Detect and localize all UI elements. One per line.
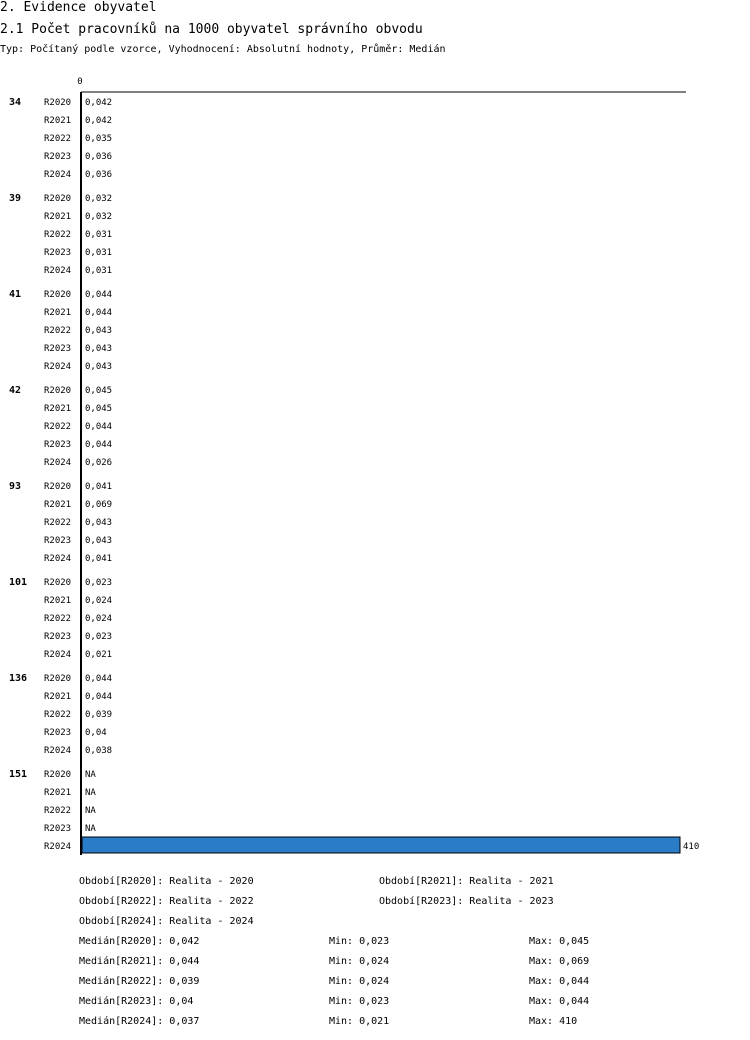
group-label: 101	[9, 577, 28, 588]
legend-period: Období[R2021]: Realita - 2021	[379, 876, 554, 887]
period-label: R2024	[44, 170, 72, 180]
value-label: 0,023	[85, 632, 113, 642]
period-label: R2020	[44, 98, 72, 108]
period-label: R2021	[44, 788, 72, 798]
value-label: 0,041	[85, 554, 113, 564]
period-label: R2022	[44, 422, 72, 432]
period-label: R2023	[44, 152, 72, 162]
value-label: 0,043	[85, 362, 113, 372]
value-label: 0,043	[85, 536, 113, 546]
value-label: 0,023	[85, 578, 113, 588]
legend-median: Medián[R2023]: 0,04	[79, 996, 194, 1007]
legend-min: Min: 0,023	[329, 936, 390, 947]
period-label: R2020	[44, 386, 72, 396]
value-label: 0,032	[85, 212, 113, 222]
value-label: 0,04	[85, 728, 107, 738]
value-label: 0,035	[85, 134, 113, 144]
value-label: 0,024	[85, 596, 113, 606]
period-label: R2024	[44, 458, 72, 468]
period-label: R2024	[44, 362, 72, 372]
section-heading: 2. Evidence obyvatel	[0, 0, 157, 15]
legend-max: Max: 0,044	[529, 976, 590, 987]
value-label: 0,036	[85, 152, 113, 162]
value-label: 0,069	[85, 500, 113, 510]
period-label: R2023	[44, 632, 72, 642]
legend-period: Období[R2022]: Realita - 2022	[79, 896, 254, 907]
value-label: 0,021	[85, 650, 113, 660]
value-label: 0,044	[85, 692, 113, 702]
value-label: NA	[85, 824, 96, 834]
value-label: 0,044	[85, 308, 113, 318]
value-label: 0,043	[85, 344, 113, 354]
bar	[82, 837, 680, 853]
period-label: R2020	[44, 674, 72, 684]
group-label: 151	[9, 769, 28, 780]
period-label: R2021	[44, 308, 72, 318]
period-label: R2020	[44, 770, 72, 780]
group-label: 136	[9, 673, 28, 684]
value-label: NA	[85, 788, 96, 798]
value-label: 0,042	[85, 116, 113, 126]
value-label: 0,045	[85, 386, 113, 396]
period-label: R2023	[44, 824, 72, 834]
legend-median: Medián[R2022]: 0,039	[79, 976, 200, 987]
legend-period: Období[R2020]: Realita - 2020	[79, 876, 254, 887]
period-label: R2020	[44, 290, 72, 300]
period-label: R2024	[44, 554, 72, 564]
legend-min: Min: 0,021	[329, 1016, 390, 1027]
value-label: NA	[85, 770, 96, 780]
period-label: R2022	[44, 134, 72, 144]
value-label: 0,031	[85, 266, 113, 276]
legend-max: Max: 0,069	[529, 956, 590, 967]
period-label: R2020	[44, 578, 72, 588]
value-label: 0,041	[85, 482, 113, 492]
period-label: R2021	[44, 404, 72, 414]
value-label: 0,031	[85, 248, 113, 258]
period-label: R2020	[44, 482, 72, 492]
period-label: R2023	[44, 344, 72, 354]
legend-median: Medián[R2024]: 0,037	[79, 1016, 200, 1027]
value-label: 0,044	[85, 440, 113, 450]
value-label: 0,045	[85, 404, 113, 414]
period-label: R2022	[44, 326, 72, 336]
value-label: 0,044	[85, 674, 113, 684]
value-label: 0,036	[85, 170, 113, 180]
period-label: R2022	[44, 230, 72, 240]
group-label: 39	[9, 193, 22, 204]
value-label: 0,038	[85, 746, 113, 756]
group-label: 41	[9, 289, 22, 300]
group-label: 42	[9, 385, 22, 396]
value-label: 0,043	[85, 518, 113, 528]
group-label: 93	[9, 481, 22, 492]
value-label: 0,032	[85, 194, 113, 204]
period-label: R2024	[44, 746, 72, 756]
period-label: R2022	[44, 710, 72, 720]
period-label: R2023	[44, 536, 72, 546]
group-label: 34	[9, 97, 22, 108]
value-label: 0,039	[85, 710, 113, 720]
period-label: R2021	[44, 212, 72, 222]
legend-min: Min: 0,024	[329, 956, 390, 967]
period-label: R2021	[44, 500, 72, 510]
value-label: 0,044	[85, 422, 113, 432]
value-label: 0,031	[85, 230, 113, 240]
value-label: 410	[683, 842, 700, 852]
legend-median: Medián[R2021]: 0,044	[79, 956, 200, 967]
period-label: R2021	[44, 116, 72, 126]
period-label: R2020	[44, 194, 72, 204]
period-label: R2022	[44, 614, 72, 624]
legend-max: Max: 0,044	[529, 996, 590, 1007]
period-label: R2023	[44, 728, 72, 738]
legend-median: Medián[R2020]: 0,042	[79, 936, 200, 947]
period-label: R2023	[44, 440, 72, 450]
period-label: R2024	[44, 650, 72, 660]
value-label: 0,043	[85, 326, 113, 336]
legend-period: Období[R2023]: Realita - 2023	[379, 896, 554, 907]
chart-title: 2.1 Počet pracovníků na 1000 obyvatel správního obvodu	[0, 22, 423, 37]
value-label: 0,024	[85, 614, 113, 624]
period-label: R2021	[44, 692, 72, 702]
legend-max: Max: 410	[529, 1016, 578, 1027]
value-label: 0,026	[85, 458, 113, 468]
period-label: R2022	[44, 518, 72, 528]
legend-max: Max: 0,045	[529, 936, 590, 947]
value-label: 0,044	[85, 290, 113, 300]
chart-subtitle: Typ: Počítaný podle vzorce, Vyhodnocení: Absolutní hodnoty, Průměr: Medián	[0, 44, 446, 55]
legend-min: Min: 0,024	[329, 976, 390, 987]
value-label: 0,042	[85, 98, 113, 108]
period-label: R2023	[44, 248, 72, 258]
legend-min: Min: 0,023	[329, 996, 390, 1007]
x-axis-zero-label: 0	[77, 77, 83, 87]
period-label: R2024	[44, 842, 72, 852]
period-label: R2024	[44, 266, 72, 276]
period-label: R2022	[44, 806, 72, 816]
legend-period: Období[R2024]: Realita - 2024	[79, 916, 254, 927]
period-label: R2021	[44, 596, 72, 606]
value-label: NA	[85, 806, 96, 816]
